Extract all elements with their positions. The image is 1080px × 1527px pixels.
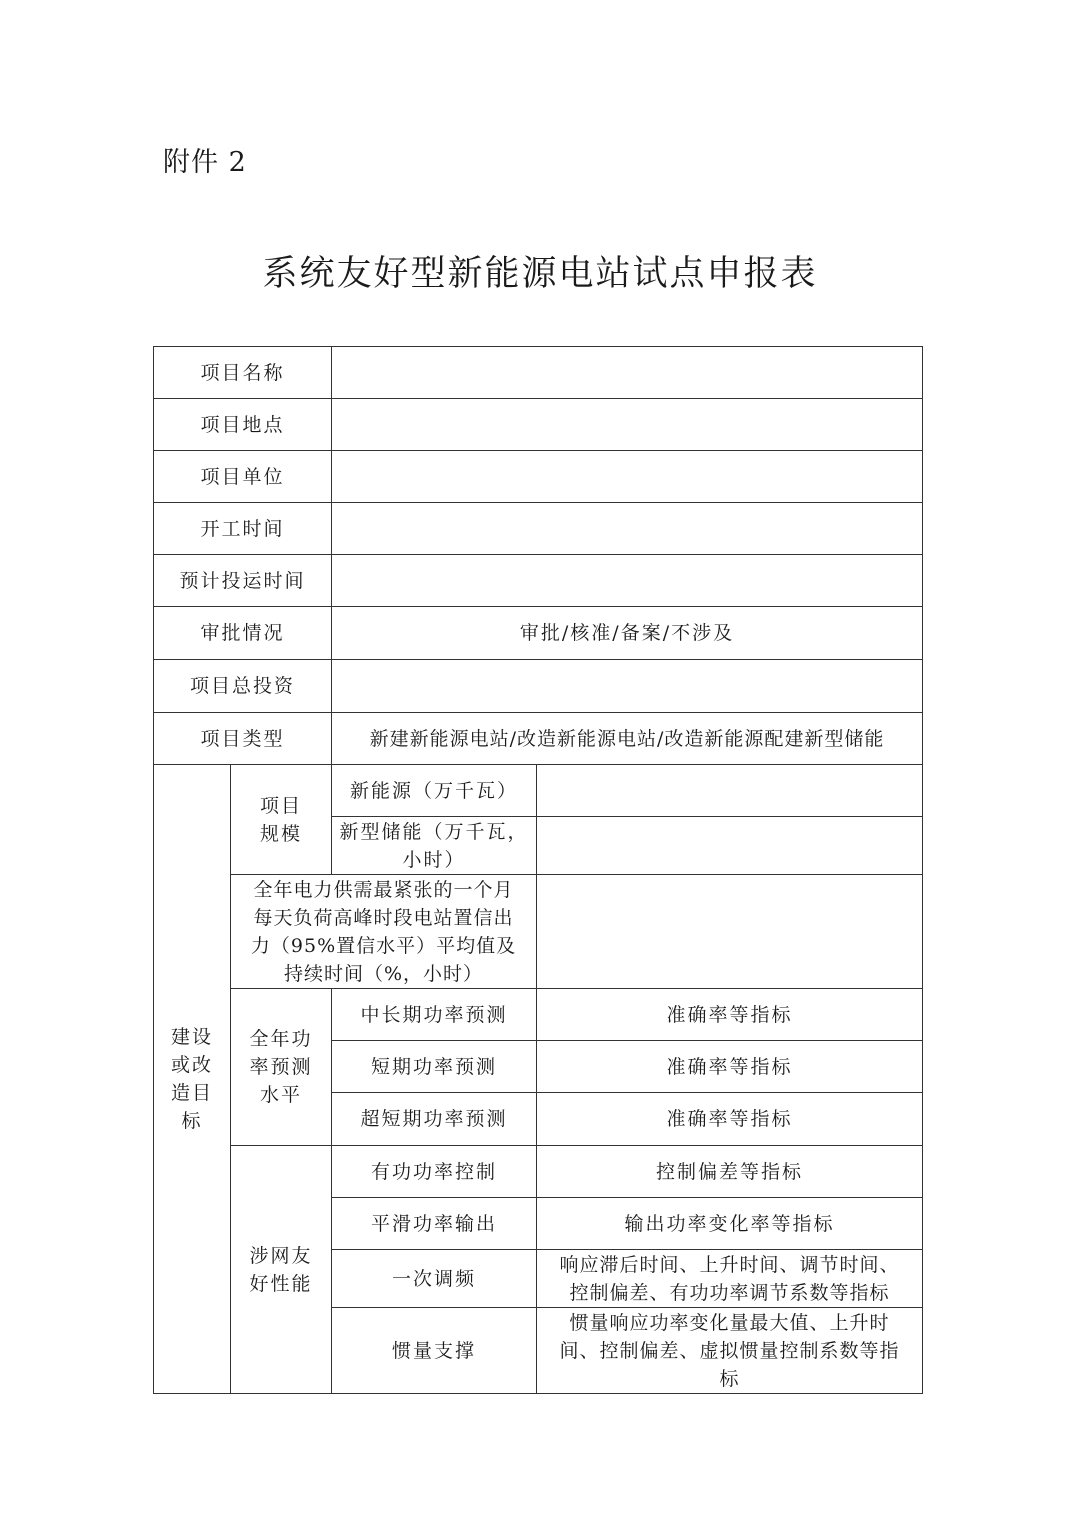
value-project-name[interactable] bbox=[332, 347, 923, 399]
value-project-type[interactable]: 新建新能源电站/改造新能源电站/改造新能源配建新型储能 bbox=[332, 713, 923, 765]
table-row bbox=[154, 660, 923, 713]
form-title: 系统友好型新能源电站试点申报表 bbox=[262, 254, 818, 294]
label-active-power-control: 有功功率控制 bbox=[332, 1146, 537, 1198]
value-total-investment[interactable] bbox=[332, 660, 923, 713]
value-new-energy-capacity[interactable] bbox=[537, 765, 923, 817]
active-power-value-line: 控制偏差等指标 bbox=[656, 1160, 804, 1183]
table-row bbox=[154, 451, 923, 503]
construction-target-label bbox=[154, 765, 231, 1394]
label-expected-operation-time: 预计投运时间 bbox=[154, 555, 332, 607]
value-expected-operation-time[interactable] bbox=[332, 555, 923, 607]
label-inertia-support: 惯量支撑 bbox=[332, 1308, 537, 1394]
value-approval-status[interactable]: 审批/核准/备案/不涉及 bbox=[332, 607, 923, 660]
smooth-output-value-line: 输出功率变化率等指标 bbox=[624, 1212, 835, 1235]
value-active-power-control[interactable] bbox=[537, 1146, 923, 1198]
table-row bbox=[154, 347, 923, 399]
label-peak-confidence-output bbox=[231, 875, 537, 989]
forecast-level-line: 全年功 bbox=[249, 1028, 313, 1050]
peak-label-line: 持续时间（%，小时） bbox=[283, 962, 484, 985]
label-smooth-power-output: 平滑功率输出 bbox=[332, 1198, 537, 1250]
table-row bbox=[154, 989, 923, 1041]
construction-target-line: 造目 bbox=[170, 1082, 213, 1104]
label-storage-capacity bbox=[332, 817, 537, 875]
value-project-location[interactable] bbox=[332, 399, 923, 451]
attachment-label: 附件 2 bbox=[163, 147, 247, 178]
forecast-level-line: 水平 bbox=[260, 1084, 303, 1106]
table-row bbox=[154, 607, 923, 660]
application-form-table bbox=[153, 346, 923, 1394]
label-ultra-short-term-forecast: 超短期功率预测 bbox=[332, 1093, 537, 1146]
construction-target-line: 建设 bbox=[170, 1026, 213, 1048]
peak-label-line: 每天负荷高峰时段电站置信出 bbox=[253, 906, 514, 929]
value-peak-confidence-output[interactable] bbox=[537, 875, 923, 989]
table-row bbox=[154, 399, 923, 451]
project-scale-line: 项目 bbox=[260, 794, 303, 817]
value-smooth-power-output[interactable] bbox=[537, 1198, 923, 1250]
table-row bbox=[154, 713, 923, 765]
forecast-level-label bbox=[231, 989, 332, 1146]
label-primary-frequency-regulation: 一次调频 bbox=[332, 1250, 537, 1308]
construction-target-line: 或改 bbox=[170, 1054, 213, 1076]
project-scale-label bbox=[231, 765, 332, 875]
project-scale-line: 规模 bbox=[260, 822, 303, 845]
value-storage-capacity[interactable] bbox=[537, 817, 923, 875]
value-start-time[interactable] bbox=[332, 503, 923, 555]
label-start-time: 开工时间 bbox=[154, 503, 332, 555]
label-approval-status: 审批情况 bbox=[154, 607, 332, 660]
frequency-value-line: 响应滞后时间、上升时间、调节时间、 bbox=[559, 1253, 900, 1276]
inertia-value-line: 惯量响应功率变化量最大值、上升时 bbox=[569, 1311, 890, 1334]
table-row bbox=[154, 555, 923, 607]
label-total-investment: 项目总投资 bbox=[154, 660, 332, 713]
label-project-location: 项目地点 bbox=[154, 399, 332, 451]
storage-label-line: 新型储能（万千瓦， bbox=[339, 820, 529, 843]
label-project-type: 项目类型 bbox=[154, 713, 332, 765]
frequency-value-line: 控制偏差、有功功率调节系数等指标 bbox=[569, 1281, 890, 1304]
label-long-term-forecast: 中长期功率预测 bbox=[332, 989, 537, 1041]
peak-label-line: 力（95%置信水平）平均值及 bbox=[250, 934, 517, 957]
value-short-term-forecast[interactable]: 准确率等指标 bbox=[537, 1041, 923, 1093]
label-short-term-forecast: 短期功率预测 bbox=[332, 1041, 537, 1093]
label-new-energy-capacity: 新能源（万千瓦） bbox=[332, 765, 537, 817]
storage-label-line: 小时） bbox=[402, 848, 466, 871]
inertia-value-line: 间、控制偏差、虚拟惯量控制系数等指 bbox=[559, 1339, 900, 1362]
table-row bbox=[154, 1146, 923, 1198]
inertia-value-line: 标 bbox=[719, 1367, 740, 1390]
label-project-unit: 项目单位 bbox=[154, 451, 332, 503]
table-row bbox=[154, 503, 923, 555]
grid-friendly-line: 好性能 bbox=[249, 1272, 313, 1295]
table-row bbox=[154, 875, 923, 989]
peak-label-line: 全年电力供需最紧张的一个月 bbox=[253, 878, 514, 901]
value-inertia-support[interactable] bbox=[537, 1308, 923, 1394]
forecast-level-line: 率预测 bbox=[249, 1056, 313, 1078]
construction-target-line: 标 bbox=[181, 1110, 203, 1132]
table-row bbox=[154, 765, 923, 817]
grid-friendly-label bbox=[231, 1146, 332, 1394]
value-primary-frequency-regulation[interactable] bbox=[537, 1250, 923, 1308]
value-long-term-forecast[interactable]: 准确率等指标 bbox=[537, 989, 923, 1041]
value-ultra-short-term-forecast[interactable]: 准确率等指标 bbox=[537, 1093, 923, 1146]
grid-friendly-line: 涉网友 bbox=[249, 1244, 313, 1267]
value-project-unit[interactable] bbox=[332, 451, 923, 503]
label-project-name: 项目名称 bbox=[154, 347, 332, 399]
